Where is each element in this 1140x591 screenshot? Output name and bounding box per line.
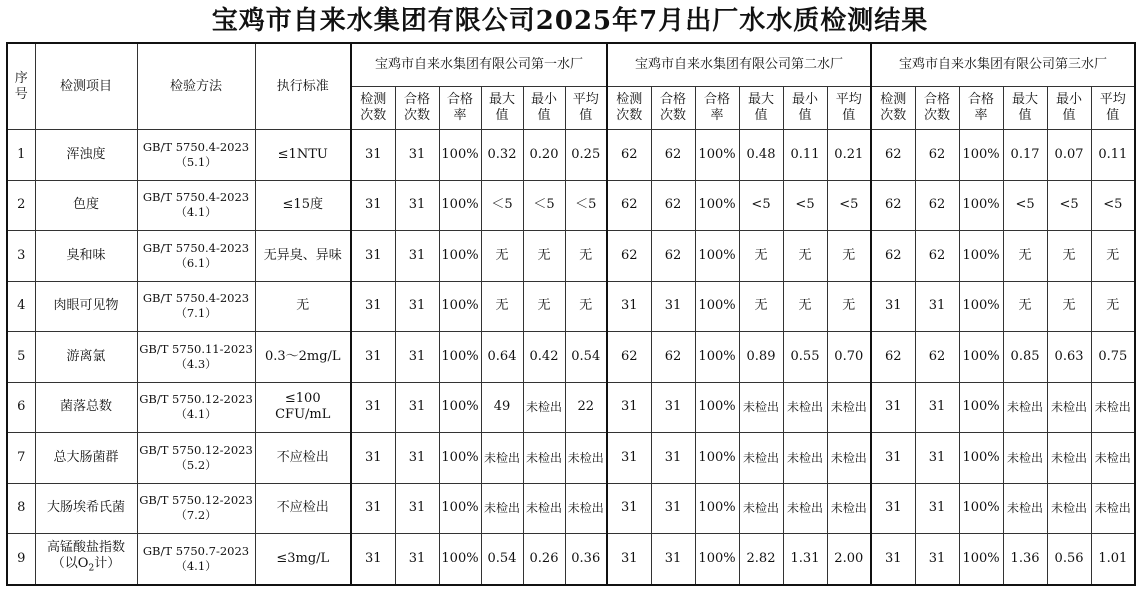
row-item-note-suffix: 计） [94, 556, 121, 572]
header-method: 检验方法 [137, 43, 255, 130]
row-item [35, 281, 137, 332]
cell-plant1-col1: 31 [351, 433, 395, 484]
cell-plant2-col4: 未检出 [739, 382, 783, 433]
cell-plant1-col2: 31 [395, 433, 439, 484]
row-item [35, 130, 137, 181]
cell-plant1-col4: 无 [481, 281, 523, 332]
cell-plant2-col6: 2.00 [827, 534, 871, 585]
row-standard: ≤3mg/L [255, 534, 351, 585]
cell-plant1-col5: 未检出 [523, 382, 565, 433]
cell-plant1-col1: 31 [351, 130, 395, 181]
cell-plant1-col3: 100% [439, 231, 481, 282]
row-method [137, 231, 255, 282]
cell-plant1-col4: 0.32 [481, 130, 523, 181]
cell-plant2-col3: 100% [695, 130, 739, 181]
subheader-plant1-col3: 合格率 [439, 87, 481, 130]
row-item [35, 534, 137, 585]
subheader-plant3-col2: 合格次数 [915, 87, 959, 130]
subheader-plant2-col6: 平均值 [827, 87, 871, 130]
row-method-clause: （6.1） [175, 255, 217, 270]
subheader-plant3-col4: 最大值 [1003, 87, 1047, 130]
cell-plant2-col1: 62 [607, 130, 651, 181]
cell-plant2-col3: 100% [695, 534, 739, 585]
row-method-clause: （5.2） [175, 457, 217, 472]
subheader-plant3-col6: 平均值 [1091, 87, 1135, 130]
row-method [137, 483, 255, 534]
cell-plant1-col5: 0.26 [523, 534, 565, 585]
cell-plant3-col6: 未检出 [1091, 433, 1135, 484]
row-item-label: 高锰酸盐指数 [46, 540, 125, 556]
row-method-code: GB/T 5750.12-2023 [139, 392, 253, 407]
cell-plant1-col3: 100% [439, 130, 481, 181]
cell-plant1-col4: 无 [481, 231, 523, 282]
cell-plant1-col3: 100% [439, 180, 481, 231]
cell-plant1-col4: ＜5 [481, 180, 523, 231]
cell-plant1-col1: 31 [351, 281, 395, 332]
row-number: 9 [7, 534, 35, 585]
table-row [7, 130, 1135, 181]
row-item-note-prefix: （以O [51, 556, 89, 572]
cell-plant1-col3: 100% [439, 534, 481, 585]
row-item-note [36, 556, 137, 577]
cell-plant2-col5: 无 [783, 231, 827, 282]
cell-plant3-col6: 未检出 [1091, 382, 1135, 433]
row-number: 3 [7, 231, 35, 282]
cell-plant2-col2: 62 [651, 180, 695, 231]
cell-plant1-col3: 100% [439, 433, 481, 484]
subheader-plant2-col5: 最小值 [783, 87, 827, 130]
cell-plant3-col2: 31 [915, 483, 959, 534]
cell-plant1-col5: ＜5 [523, 180, 565, 231]
cell-plant1-col6: 未检出 [565, 433, 607, 484]
cell-plant1-col2: 31 [395, 534, 439, 585]
cell-plant3-col5: 0.63 [1047, 332, 1091, 383]
cell-plant3-col4: 1.36 [1003, 534, 1047, 585]
row-standard: 0.3～2mg/L [255, 332, 351, 383]
row-number: 4 [7, 281, 35, 332]
cell-plant3-col4: 0.17 [1003, 130, 1047, 181]
water-quality-table [6, 42, 1136, 586]
cell-plant2-col3: 100% [695, 281, 739, 332]
row-method-code: GB/T 5750.4-2023 [142, 139, 250, 154]
cell-plant3-col4: 无 [1003, 281, 1047, 332]
row-standard: 不应检出 [255, 433, 351, 484]
cell-plant1-col2: 31 [395, 281, 439, 332]
cell-plant3-col3: 100% [959, 382, 1003, 433]
cell-plant3-col2: 31 [915, 281, 959, 332]
cell-plant2-col2: 62 [651, 332, 695, 383]
cell-plant2-col2: 31 [651, 534, 695, 585]
cell-plant3-col1: 62 [871, 332, 915, 383]
cell-plant1-col6: 0.36 [565, 534, 607, 585]
cell-plant1-col3: 100% [439, 483, 481, 534]
row-item [35, 180, 137, 231]
cell-plant2-col2: 62 [651, 130, 695, 181]
row-method-clause: （4.3） [175, 356, 217, 371]
cell-plant3-col5: 0.56 [1047, 534, 1091, 585]
cell-plant3-col5: <5 [1047, 180, 1091, 231]
row-standard: ≤1NTU [255, 130, 351, 181]
cell-plant1-col6: ＜5 [565, 180, 607, 231]
cell-plant1-col5: 无 [523, 231, 565, 282]
cell-plant2-col6: 0.70 [827, 332, 871, 383]
cell-plant2-col5: 0.11 [783, 130, 827, 181]
row-item-label: 菌落总数 [59, 399, 112, 415]
table-row [7, 231, 1135, 282]
cell-plant3-col1: 31 [871, 382, 915, 433]
row-method-code: GB/T 5750.12-2023 [139, 442, 253, 457]
table-row [7, 180, 1135, 231]
row-method-code: GB/T 5750.11-2023 [139, 341, 253, 356]
row-standard: 不应检出 [255, 483, 351, 534]
cell-plant3-col4: 0.85 [1003, 332, 1047, 383]
subheader-plant1-col5: 最小值 [523, 87, 565, 130]
cell-plant2-col6: 无 [827, 231, 871, 282]
header-seq: 序号 [7, 43, 35, 130]
cell-plant3-col4: <5 [1003, 180, 1047, 231]
cell-plant3-col6: 0.11 [1091, 130, 1135, 181]
cell-plant1-col2: 31 [395, 231, 439, 282]
cell-plant1-col1: 31 [351, 231, 395, 282]
subheader-plant1-col2: 合格次数 [395, 87, 439, 130]
table-row [7, 332, 1135, 383]
header-item: 检测项目 [35, 43, 137, 130]
cell-plant3-col1: 31 [871, 433, 915, 484]
cell-plant2-col1: 62 [607, 332, 651, 383]
cell-plant1-col5: 0.42 [523, 332, 565, 383]
cell-plant2-col1: 62 [607, 231, 651, 282]
cell-plant3-col3: 100% [959, 231, 1003, 282]
cell-plant1-col6: 无 [565, 281, 607, 332]
row-item-label: 大肠埃希氏菌 [46, 500, 125, 516]
header-plant-3: 宝鸡市自来水集团有限公司第三水厂 [871, 43, 1135, 87]
table-row [7, 433, 1135, 484]
cell-plant2-col2: 31 [651, 433, 695, 484]
row-method [137, 180, 255, 231]
row-method [137, 534, 255, 585]
subheader-plant1-col6: 平均值 [565, 87, 607, 130]
row-method [137, 433, 255, 484]
subheader-plant2-col3: 合格率 [695, 87, 739, 130]
cell-plant2-col5: 未检出 [783, 483, 827, 534]
cell-plant1-col5: 无 [523, 281, 565, 332]
cell-plant1-col4: 未检出 [481, 433, 523, 484]
row-method-clause: （7.1） [175, 306, 217, 321]
cell-plant3-col6: 未检出 [1091, 483, 1135, 534]
row-item [35, 231, 137, 282]
row-method-clause: （4.1） [175, 205, 217, 220]
cell-plant2-col6: 未检出 [827, 382, 871, 433]
cell-plant3-col4: 未检出 [1003, 483, 1047, 534]
row-number: 6 [7, 382, 35, 433]
cell-plant1-col4: 0.64 [481, 332, 523, 383]
row-item [35, 382, 137, 433]
cell-plant1-col6: 22 [565, 382, 607, 433]
table-row [7, 483, 1135, 534]
cell-plant3-col5: 无 [1047, 281, 1091, 332]
cell-plant3-col1: 62 [871, 180, 915, 231]
cell-plant2-col3: 100% [695, 231, 739, 282]
cell-plant1-col1: 31 [351, 180, 395, 231]
cell-plant1-col6: 未检出 [565, 483, 607, 534]
cell-plant3-col2: 62 [915, 180, 959, 231]
subheader-plant2-col1: 检测次数 [607, 87, 651, 130]
cell-plant2-col1: 31 [607, 534, 651, 585]
subheader-plant3-col1: 检测次数 [871, 87, 915, 130]
cell-plant1-col1: 31 [351, 483, 395, 534]
cell-plant3-col2: 62 [915, 332, 959, 383]
cell-plant3-col1: 31 [871, 281, 915, 332]
row-method-clause: （4.1） [175, 558, 217, 573]
row-item-label: 肉眼可见物 [53, 298, 119, 314]
cell-plant3-col6: 无 [1091, 231, 1135, 282]
cell-plant3-col6: 1.01 [1091, 534, 1135, 585]
cell-plant1-col1: 31 [351, 382, 395, 433]
cell-plant3-col3: 100% [959, 180, 1003, 231]
row-item [35, 332, 137, 383]
cell-plant2-col3: 100% [695, 382, 739, 433]
header-row-1 [7, 43, 1135, 87]
cell-plant1-col2: 31 [395, 130, 439, 181]
row-method [137, 332, 255, 383]
row-item-label: 总大肠菌群 [53, 449, 119, 465]
row-item-label: 浑浊度 [66, 146, 106, 162]
cell-plant2-col2: 62 [651, 231, 695, 282]
cell-plant2-col5: 无 [783, 281, 827, 332]
cell-plant2-col5: 0.55 [783, 332, 827, 383]
header-standard: 执行标准 [255, 43, 351, 130]
cell-plant1-col3: 100% [439, 281, 481, 332]
cell-plant3-col5: 无 [1047, 231, 1091, 282]
row-item-note-subscript: 2 [88, 564, 95, 575]
cell-plant3-col4: 无 [1003, 231, 1047, 282]
cell-plant2-col2: 31 [651, 382, 695, 433]
header-plant-1: 宝鸡市自来水集团有限公司第一水厂 [351, 43, 607, 87]
cell-plant2-col3: 100% [695, 433, 739, 484]
subheader-plant1-col1: 检测次数 [351, 87, 395, 130]
page-title: 宝鸡市自来水集团有限公司2025年7月出厂水水质检测结果 [211, 6, 929, 36]
row-standard: ≤15度 [255, 180, 351, 231]
cell-plant1-col2: 31 [395, 382, 439, 433]
row-item-label: 色度 [72, 197, 99, 213]
cell-plant3-col3: 100% [959, 130, 1003, 181]
cell-plant2-col4: 无 [739, 281, 783, 332]
row-number: 1 [7, 130, 35, 181]
cell-plant1-col6: 0.54 [565, 332, 607, 383]
row-method-code: GB/T 5750.4-2023 [142, 190, 250, 205]
cell-plant3-col1: 62 [871, 231, 915, 282]
cell-plant2-col2: 31 [651, 281, 695, 332]
cell-plant2-col3: 100% [695, 180, 739, 231]
cell-plant2-col4: 0.48 [739, 130, 783, 181]
cell-plant3-col5: 0.07 [1047, 130, 1091, 181]
row-method-code: GB/T 5750.4-2023 [142, 240, 250, 255]
cell-plant2-col6: <5 [827, 180, 871, 231]
row-method [137, 382, 255, 433]
cell-plant2-col5: 未检出 [783, 382, 827, 433]
row-number: 8 [7, 483, 35, 534]
subheader-plant3-col3: 合格率 [959, 87, 1003, 130]
cell-plant3-col3: 100% [959, 483, 1003, 534]
row-method-clause: （5.1） [175, 154, 217, 169]
cell-plant3-col1: 62 [871, 130, 915, 181]
cell-plant1-col4: 未检出 [481, 483, 523, 534]
cell-plant3-col1: 31 [871, 483, 915, 534]
cell-plant2-col6: 未检出 [827, 483, 871, 534]
cell-plant2-col4: 未检出 [739, 433, 783, 484]
row-standard: ≤100 CFU/mL [255, 382, 351, 433]
cell-plant3-col3: 100% [959, 433, 1003, 484]
cell-plant1-col6: 无 [565, 231, 607, 282]
cell-plant1-col4: 0.54 [481, 534, 523, 585]
subheader-plant2-col2: 合格次数 [651, 87, 695, 130]
cell-plant3-col6: 无 [1091, 281, 1135, 332]
cell-plant2-col3: 100% [695, 332, 739, 383]
cell-plant3-col6: <5 [1091, 180, 1135, 231]
cell-plant3-col4: 未检出 [1003, 382, 1047, 433]
cell-plant3-col5: 未检出 [1047, 483, 1091, 534]
cell-plant2-col2: 31 [651, 483, 695, 534]
cell-plant2-col1: 31 [607, 382, 651, 433]
row-item [35, 433, 137, 484]
cell-plant2-col4: 未检出 [739, 483, 783, 534]
cell-plant1-col4: 49 [481, 382, 523, 433]
cell-plant1-col1: 31 [351, 332, 395, 383]
subheader-plant3-col5: 最小值 [1047, 87, 1091, 130]
cell-plant3-col2: 62 [915, 130, 959, 181]
row-method [137, 130, 255, 181]
cell-plant2-col4: 无 [739, 231, 783, 282]
cell-plant1-col5: 0.20 [523, 130, 565, 181]
cell-plant2-col5: 1.31 [783, 534, 827, 585]
cell-plant2-col6: 未检出 [827, 433, 871, 484]
cell-plant2-col5: 未检出 [783, 433, 827, 484]
row-method-clause: （4.1） [175, 407, 217, 422]
cell-plant3-col3: 100% [959, 332, 1003, 383]
cell-plant3-col3: 100% [959, 534, 1003, 585]
cell-plant3-col5: 未检出 [1047, 382, 1091, 433]
cell-plant1-col2: 31 [395, 180, 439, 231]
cell-plant2-col1: 62 [607, 180, 651, 231]
row-method-code: GB/T 5750.7-2023 [142, 543, 250, 558]
cell-plant2-col1: 31 [607, 483, 651, 534]
cell-plant3-col2: 31 [915, 382, 959, 433]
header-plant-2: 宝鸡市自来水集团有限公司第二水厂 [607, 43, 871, 87]
subheader-plant2-col4: 最大值 [739, 87, 783, 130]
cell-plant1-col6: 0.25 [565, 130, 607, 181]
cell-plant3-col2: 31 [915, 433, 959, 484]
row-method [137, 281, 255, 332]
table-body [7, 130, 1135, 585]
cell-plant1-col3: 100% [439, 382, 481, 433]
cell-plant2-col6: 0.21 [827, 130, 871, 181]
row-number: 7 [7, 433, 35, 484]
cell-plant2-col4: 2.82 [739, 534, 783, 585]
cell-plant2-col3: 100% [695, 483, 739, 534]
cell-plant3-col2: 31 [915, 534, 959, 585]
row-item [35, 483, 137, 534]
subheader-plant1-col4: 最大值 [481, 87, 523, 130]
cell-plant3-col2: 62 [915, 231, 959, 282]
cell-plant2-col4: 0.89 [739, 332, 783, 383]
cell-plant3-col4: 未检出 [1003, 433, 1047, 484]
row-standard: 无 [255, 281, 351, 332]
cell-plant3-col5: 未检出 [1047, 433, 1091, 484]
cell-plant2-col6: 无 [827, 281, 871, 332]
cell-plant1-col2: 31 [395, 483, 439, 534]
cell-plant1-col5: 未检出 [523, 483, 565, 534]
row-method-clause: （7.2） [175, 508, 217, 523]
cell-plant2-col1: 31 [607, 433, 651, 484]
table-row [7, 382, 1135, 433]
row-standard: 无异臭、异味 [255, 231, 351, 282]
row-item-label: 游离氯 [66, 348, 106, 364]
row-number: 5 [7, 332, 35, 383]
cell-plant3-col1: 31 [871, 534, 915, 585]
cell-plant2-col4: <5 [739, 180, 783, 231]
cell-plant1-col1: 31 [351, 534, 395, 585]
cell-plant2-col1: 31 [607, 281, 651, 332]
table-row [7, 534, 1135, 585]
row-number: 2 [7, 180, 35, 231]
row-item-label: 臭和味 [66, 247, 106, 263]
row-method-code: GB/T 5750.12-2023 [139, 493, 253, 508]
cell-plant3-col6: 0.75 [1091, 332, 1135, 383]
cell-plant1-col3: 100% [439, 332, 481, 383]
cell-plant1-col2: 31 [395, 332, 439, 383]
cell-plant2-col5: <5 [783, 180, 827, 231]
cell-plant1-col5: 未检出 [523, 433, 565, 484]
row-method-code: GB/T 5750.4-2023 [142, 291, 250, 306]
table-row [7, 281, 1135, 332]
cell-plant3-col3: 100% [959, 281, 1003, 332]
